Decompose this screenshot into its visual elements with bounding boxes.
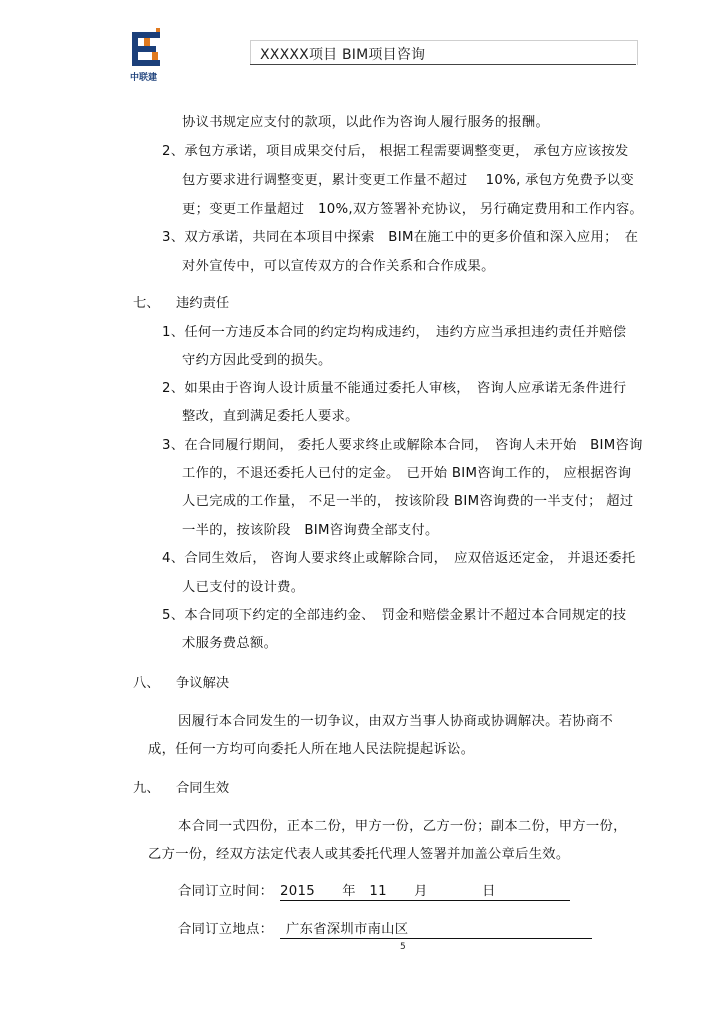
text-line: 本合同一式四份，正本二份，甲方一份，乙方一份；副本二份，甲方一份，	[178, 819, 627, 834]
text-line: 更；变更工作量超过 10%,双方签署补充协议， 另行确定费用和工作内容。	[182, 202, 644, 217]
text-line: 1、任何一方违反本合同的约定均构成违约， 违约方应当承担违约责任并赔偿	[162, 325, 627, 340]
text-line: 2、如果由于咨询人设计质量不能通过委托人审核， 咨询人应承诺无条件进行	[162, 381, 627, 396]
section-heading: 争议解决	[176, 676, 230, 691]
section-number: 七、	[133, 296, 160, 311]
header-title: XXXXX项目 BIM项目咨询	[260, 47, 426, 63]
date-value: 2015 年 11 月 日	[280, 880, 570, 901]
text-line: 人已完成的工作量， 不足一半的， 按该阶段 BIM咨询费的一半支付； 超过	[182, 494, 634, 509]
text-line: 3、在合同履行期间， 委托人要求终止或解除本合同， 咨询人未开始 BIM咨询	[162, 438, 643, 453]
text-line: 一半的，按该阶段 BIM咨询费全部支付。	[182, 523, 439, 538]
header-divider	[250, 64, 636, 65]
text-line: 5、本合同项下约定的全部违约金、 罚金和赔偿金累计不超过本合同规定的技	[162, 608, 627, 623]
place-value: 广东省深圳市南山区	[280, 918, 592, 939]
date-label: 合同订立时间：	[178, 884, 274, 899]
text-line: 因履行本合同发生的一切争议，由双方当事人协商或协调解决。若协商不	[178, 714, 614, 729]
text-line: 守约方因此受到的损失。	[182, 353, 332, 368]
logo-text: 中联建	[130, 73, 158, 83]
text-line: 2、承包方承诺，项目成果交付后， 根据工程需要调整变更， 承包方应该按发	[162, 144, 629, 159]
place-label: 合同订立地点：	[178, 922, 274, 937]
section-number: 九、	[133, 781, 160, 796]
text-line: 术服务费总额。	[182, 636, 278, 651]
text-line: 协议书规定应支付的款项，以此作为咨询人履行服务的报酬。	[182, 115, 550, 130]
text-line: 工作的，不退还委托人已付的定金。 已开始 BIM咨询工作的， 应根据咨询	[182, 466, 632, 481]
text-line: 乙方一份，经双方法定代表人或其委托代理人签署并加盖公章后生效。	[148, 847, 570, 862]
text-line: 整改，直到满足委托人要求。	[182, 409, 359, 424]
text-line: 对外宣传中，可以宣传双方的合作关系和合作成果。	[182, 259, 495, 274]
section-heading: 违约责任	[176, 296, 230, 311]
text-line: 人已支付的设计费。	[182, 580, 305, 595]
text-line: 3、双方承诺，共同在本项目中探索 BIM在施工中的更多价值和深入应用； 在	[162, 230, 639, 245]
text-line: 包方要求进行调整变更，累计变更工作量不超过 10%, 承包方免费予以变	[182, 173, 634, 188]
section-number: 八、	[133, 676, 160, 691]
text-line: 成，任何一方均可向委托人所在地人民法院提起诉讼。	[148, 742, 475, 757]
page-number: 5	[400, 942, 406, 952]
section-heading: 合同生效	[176, 781, 230, 796]
text-line: 4、合同生效后， 咨询人要求终止或解除合同， 应双倍返还定金， 并退还委托	[162, 551, 636, 566]
